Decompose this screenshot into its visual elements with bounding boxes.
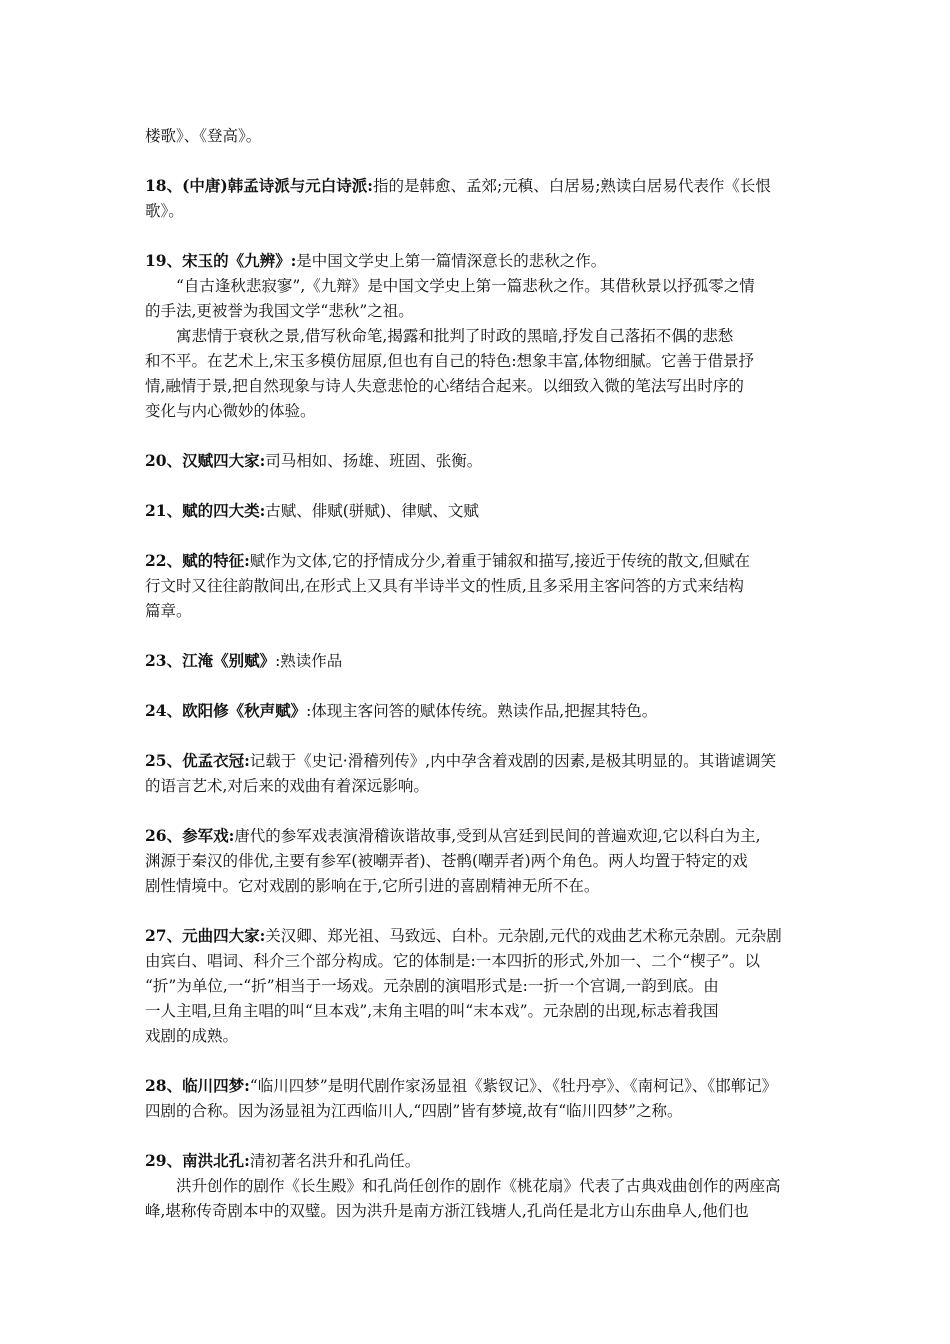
entry-text: 剧性情境中。它对戏剧的影响在于,它所引进的喜剧精神无所不在。: [145, 877, 600, 895]
entry-text: 记载于《史记·滑稽列传》,内中孕含着戏剧的因素,是极其明显的。其谐谑调笑: [249, 752, 777, 770]
entry-text: “临川四梦”是明代剧作家汤显祖《紫钗记》、《牡丹亭》、《南柯记》、《邯郸记》: [249, 1077, 778, 1095]
paragraph-line: 变化与内心微妙的体验。: [145, 402, 316, 420]
entry-text: 清初著名洪升和孔尚任。: [249, 1152, 421, 1170]
paragraph-line: 洪升创作的剧作《长生殿》和孔尚任创作的剧作《桃花扇》代表了古典戏曲创作的两座高: [176, 1177, 781, 1195]
entry-text: 由宾白、唱词、科介三个部分构成。它的体制是:一本四折的形式,外加一、二个“楔子”。以: [145, 952, 761, 970]
entry-text: :熟读作品: [275, 652, 343, 670]
entry-text: 赋作为文体,它的抒情成分少,着重于铺叙和描写,接近于传统的散文,但赋在: [249, 552, 751, 570]
carryover-text: [145, 124, 813, 149]
paragraph-line: 峰,堪称传奇剧本中的双璧。因为洪升是南方浙江钱塘人,孔尚任是北方山东曲阜人,他们也: [145, 1202, 749, 1220]
entry-text: 渊源于秦汉的俳优,主要有参军(被嘲弄者)、苍鹘(嘲弄者)两个角色。两人均置于特定的戏: [145, 852, 748, 870]
entry-title: 26、参军戏:: [145, 826, 235, 845]
entry-text: 歌》。: [145, 202, 184, 220]
entry-29: [145, 1148, 813, 1224]
entry-text: 行文时又往往韵散间出,在形式上又具有半诗半文的性质,且多采用主客问答的方式来结构: [145, 577, 744, 595]
entry-text: 指的是韩愈、孟郊;元稹、白居易;熟读白居易代表作《长恨: [372, 177, 771, 195]
entry-text: 司马相如、扬雄、班固、张衡。: [265, 452, 483, 470]
entry-22: [145, 548, 813, 624]
entry-title: 21、赋的四大类:: [145, 501, 266, 520]
entry-text: 一人主唱,旦角主唱的叫“旦本戏”,末角主唱的叫“末本戏”。元杂剧的出现,标志着我国: [145, 1002, 719, 1020]
entry-text: 关汉卿、郑光祖、马致远、白朴。元杂剧,元代的戏曲艺术称元杂剧。元杂剧: [265, 927, 782, 945]
entry-title: 27、元曲四大家:: [145, 926, 266, 945]
entry-title: 20、汉赋四大家:: [145, 451, 266, 470]
document-page: [145, 124, 813, 1248]
entry-title: 23、江淹《别赋》: [145, 651, 276, 670]
entry-18: [145, 173, 813, 224]
entry-text: 古赋、俳赋(骈赋)、律赋、文赋: [265, 502, 479, 520]
paragraph-line: “自古逢秋悲寂寥”,《九辩》是中国文学史上第一篇悲秋之作。其借秋景以抒孤零之情: [176, 277, 755, 295]
entry-23: [145, 648, 813, 674]
entry-text: 唐代的参军戏表演滑稽诙谐故事,受到从宫廷到民间的普遍欢迎,它以科白为主,: [234, 827, 761, 845]
entry-title: 24、欧阳修《秋声赋》: [145, 701, 307, 720]
entry-24: [145, 698, 813, 724]
entry-title: 22、赋的特征:: [145, 551, 250, 570]
paragraph-line: 寓悲情于衰秋之景,借写秋命笔,揭露和批判了时政的黑暗,抒发自己落拓不偶的悲愁: [176, 327, 734, 345]
entry-text: “折”为单位,一“折”相当于一场戏。元杂剧的演唱形式是:一折一个宫调,一韵到底。由: [145, 977, 719, 995]
paragraph-line: 的手法,更被誉为我国文学“悲秋”之祖。: [145, 302, 414, 320]
entry-title: 25、优孟衣冠:: [145, 751, 250, 770]
entry-19: [145, 248, 813, 424]
entry-text: :体现主客问答的赋体传统。熟读作品,把握其特色。: [306, 702, 658, 720]
entry-title: 29、南洪北孔:: [145, 1151, 250, 1170]
entry-27: [145, 923, 813, 1049]
entry-text: 是中国文学史上第一篇情深意长的悲秋之作。: [296, 252, 607, 270]
entry-title: 28、临川四梦:: [145, 1076, 250, 1095]
entry-21: [145, 498, 813, 524]
entry-20: [145, 448, 813, 474]
entry-title: 18、(中唐)韩孟诗派与元白诗派:: [145, 176, 373, 195]
paragraph-line: 情,融情于景,把自然现象与诗人失意悲怆的心绪结合起来。以细致入微的笔法写出时序的: [145, 377, 744, 395]
entry-text: 四剧的合称。因为汤显祖为江西临川人,“四剧”皆有梦境,故有“临川四梦”之称。: [145, 1102, 683, 1120]
entry-28: [145, 1073, 813, 1124]
entry-25: [145, 748, 813, 799]
entry-26: [145, 823, 813, 899]
entry-text: 戏剧的成熟。: [145, 1027, 239, 1045]
entry-text: 的语言艺术,对后来的戏曲有着深远影响。: [145, 777, 429, 795]
paragraph-line: 和不平。在艺术上,宋玉多模仿屈原,但也有自己的特色:想象丰富,体物细腻。它善于借景抒: [145, 352, 755, 370]
entry-text: 篇章。: [145, 602, 192, 620]
text-line: 楼歌》、《登高》。: [145, 127, 262, 145]
entry-title: 19、宋玉的《九辨》:: [145, 251, 297, 270]
